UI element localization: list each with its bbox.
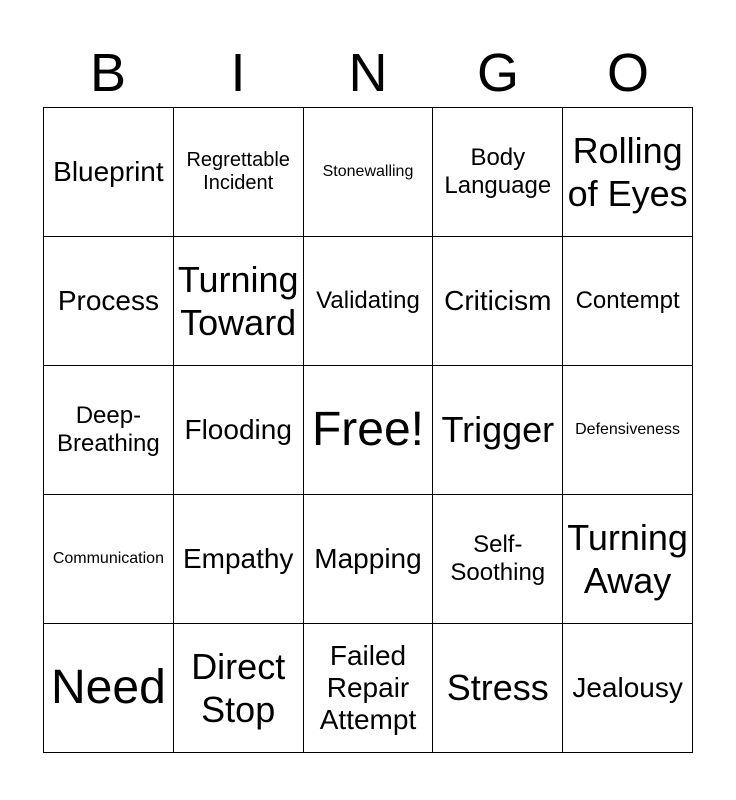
header-letter-b: B (89, 43, 127, 103)
header-letter-i: I (230, 43, 246, 103)
bingo-cell[interactable] (44, 237, 174, 366)
cell-label: Flooding (184, 413, 292, 445)
free-space-cell[interactable] (303, 366, 433, 495)
cell-label: Turning Toward (177, 258, 299, 343)
bingo-cell[interactable] (44, 108, 174, 237)
board-row-3 (44, 366, 693, 495)
cell-label: Trigger (441, 409, 555, 451)
board-row-5 (44, 624, 693, 753)
bingo-cell[interactable] (173, 108, 303, 237)
cell-label: Communication (52, 549, 164, 567)
board-row-4 (44, 495, 693, 624)
cell-label: Self-Soothing (450, 531, 546, 586)
board-row-1 (44, 108, 693, 237)
bingo-cell[interactable] (173, 624, 303, 753)
cell-label: Defensiveness (575, 420, 681, 438)
bingo-cell[interactable] (44, 495, 174, 624)
board-row-2 (44, 237, 693, 366)
cell-label: Stress (446, 667, 549, 709)
bingo-cell[interactable] (563, 366, 693, 495)
bingo-cell[interactable] (563, 624, 693, 753)
bingo-cell[interactable] (173, 237, 303, 366)
cell-label: Jealousy (572, 671, 683, 703)
bingo-cell[interactable] (173, 495, 303, 624)
bingo-cell[interactable] (303, 237, 433, 366)
cell-label: Direct Stop (191, 645, 286, 730)
cell-label: Rolling of Eyes (567, 129, 688, 214)
free-space-label: Free! (311, 403, 424, 457)
bingo-cell[interactable] (44, 624, 174, 753)
header-letter-o: O (606, 43, 649, 103)
cell-label: Need (51, 661, 166, 715)
cell-label: Deep-Breathing (57, 402, 160, 457)
cell-label: Failed Repair Attempt (319, 639, 417, 736)
bingo-cell[interactable] (173, 366, 303, 495)
bingo-cell[interactable] (433, 108, 563, 237)
cell-label: Empathy (182, 542, 294, 574)
bingo-board (43, 107, 693, 753)
bingo-cell[interactable] (44, 366, 174, 495)
bingo-cell[interactable] (303, 108, 433, 237)
cell-label: Contempt (575, 287, 680, 315)
bingo-header (43, 40, 693, 106)
cell-label: Blueprint (53, 155, 164, 187)
cell-label: Mapping (314, 542, 422, 574)
bingo-cell[interactable] (433, 624, 563, 753)
bingo-cell[interactable] (563, 108, 693, 237)
cell-label: Body Language (444, 144, 552, 199)
cell-label: Criticism (444, 284, 552, 316)
bingo-cell[interactable] (303, 624, 433, 753)
bingo-cell[interactable] (563, 495, 693, 624)
cell-label: Process (57, 284, 159, 316)
bingo-cell[interactable] (563, 237, 693, 366)
cell-label: Validating (316, 287, 420, 315)
header-letter-n: N (348, 43, 388, 103)
bingo-cell[interactable] (303, 495, 433, 624)
header-letter-g: G (476, 43, 519, 103)
cell-label: Stonewalling (322, 162, 414, 180)
cell-label: Regrettable Incident (186, 149, 290, 194)
cell-label: Turning Away (567, 516, 688, 601)
bingo-cell[interactable] (433, 495, 563, 624)
bingo-cell[interactable] (433, 366, 563, 495)
bingo-cell[interactable] (433, 237, 563, 366)
